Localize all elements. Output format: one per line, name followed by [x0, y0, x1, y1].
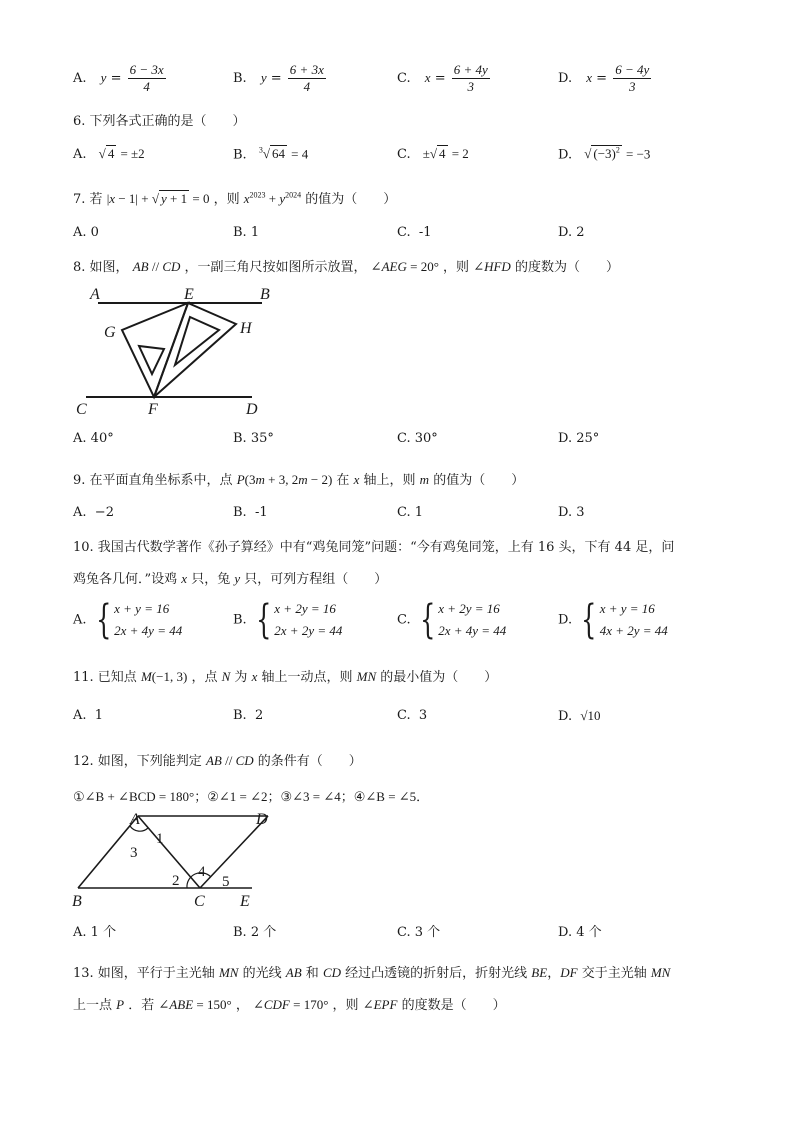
triangle-ruler-1	[122, 303, 188, 397]
angle-4: 4	[198, 864, 206, 880]
q8-option-b[interactable]: B. 35°	[233, 431, 274, 446]
q7-option-a[interactable]: A. 0	[73, 225, 99, 240]
q12-option-d[interactable]: D. 4 个	[558, 925, 602, 940]
q10-option-a[interactable]: A. { x + y = 16 2x + 4y = 44	[73, 597, 183, 643]
q7-option-c[interactable]: C. -1	[397, 225, 432, 240]
q11-option-c[interactable]: C. 3	[397, 708, 428, 723]
q9-option-a[interactable]: A. −2	[73, 505, 114, 520]
option-label: B.	[233, 71, 247, 86]
q12-figure	[72, 810, 282, 912]
q12-option-b[interactable]: B. 2 个	[233, 925, 277, 940]
q8-option-a[interactable]: A. 40°	[73, 431, 114, 446]
label-b: B	[260, 286, 270, 303]
q12-conditions: ①∠B + ∠BCD = 180°；②∠1 = ∠2；③∠3 = ∠4；④∠B = ∠5．	[73, 789, 430, 804]
q7-option-d[interactable]: D. 2	[558, 225, 585, 240]
q6-option-d[interactable]: D. √ $(-3)^2 = -3$	[558, 146, 651, 163]
q13-stem-line2: 上一点 P ．若 ∠ABE = 150° ， ∠CDF = 170° ，则 ∠EPF 的度数是（ ）	[73, 997, 506, 1013]
option-label: A.	[73, 71, 87, 86]
label-g: G	[104, 324, 116, 341]
q9-option-b[interactable]: B. -1	[233, 505, 268, 520]
q9-option-c[interactable]: C. 1	[397, 505, 424, 520]
q8-figure	[72, 283, 282, 418]
option-label: D.	[558, 71, 573, 86]
label-d: D	[256, 811, 268, 828]
q5-option-b[interactable]: B. y = $\frac{6 + 3x}{4}$	[233, 62, 324, 94]
q11-stem: 11. 已知点 M(−1, 3) ，点 N 为 x 轴上一动点，则 MN 的最小值为（ ）	[73, 669, 498, 685]
q5-option-c[interactable]: C. x = $\frac{6 + 4y}{3}$	[397, 62, 488, 94]
q6-option-a[interactable]: A. √ 4 = ±2	[73, 146, 145, 162]
q5-option-d[interactable]: D. x = $\frac{6 - 4y}{3}$	[558, 62, 650, 94]
label-e: E	[184, 286, 194, 303]
option-label: C.	[397, 71, 411, 86]
q12-option-c[interactable]: C. 3 个	[397, 925, 441, 940]
q6-option-b[interactable]: B. $^3$√ 64 = 4	[233, 146, 309, 163]
q11-option-d[interactable]: D. √10	[558, 708, 601, 724]
q7-stem: 7. 若 |x − 1| + √ y + 1 = 0 ，则 $x^{2023} + y^{2024}$ 的值为（ ）	[73, 190, 397, 207]
label-b: B	[72, 893, 82, 910]
q12-stem: 12. 如图，下列能判定 AB // CD 的条件有（ ）	[73, 753, 362, 769]
angle-2: 2	[172, 873, 180, 889]
q6-stem: 6. 下列各式正确的是（ ）	[73, 114, 246, 129]
q11-option-a[interactable]: A. 1	[73, 708, 104, 723]
angle-5: 5	[222, 874, 230, 890]
q8-option-d[interactable]: D. 25°	[558, 431, 600, 446]
label-a: A	[130, 811, 140, 828]
q6-option-c[interactable]: C. ±√ 4 = 2	[397, 146, 469, 162]
q9-stem: 9. 在平面直角坐标系中，点 P(3m + 3, 2m − 2) 在 x 轴上，则 m 的值为（ ）	[73, 472, 525, 488]
label-f: F	[148, 401, 158, 418]
label-d: D	[246, 401, 258, 418]
label-e: E	[240, 893, 250, 910]
q8-stem: 8. 如图， AB // CD ，一副三角尺按如图所示放置， ∠AEG = 20° ，则 ∠HFD 的度数为（ ）	[73, 259, 619, 275]
label-h: H	[240, 320, 252, 337]
q8-option-c[interactable]: C. 30°	[397, 431, 438, 446]
angle-3: 3	[130, 845, 138, 861]
q10-stem-line2: 鸡兔各几何．”设鸡 x 只，兔 y 只，可列方程组（ ）	[73, 571, 388, 587]
q7-option-b[interactable]: B. 1	[233, 225, 260, 240]
q13-stem-line1: 13. 如图，平行于主光轴 MN 的光线 AB 和 CD 经过凸透镜的折射后，折射光线 BE，DF 交于主光轴 MN	[73, 965, 671, 981]
q5-option-a[interactable]: A. y = $\frac{6 - 3x}{4}$	[73, 62, 164, 94]
q10-option-c[interactable]: C. { x + 2y = 16 2x + 4y = 44	[397, 597, 507, 643]
label-c: C	[194, 893, 205, 910]
q11-option-b[interactable]: B. 2	[233, 708, 264, 723]
q12-option-a[interactable]: A. 1 个	[73, 925, 117, 940]
label-c: C	[76, 401, 87, 418]
q9-option-d[interactable]: D. 3	[558, 505, 585, 520]
angle-1: 1	[156, 831, 164, 847]
q10-stem-line1: 10. 我国古代数学著作《孙子算经》中有“鸡兔同笼”问题：“今有鸡兔同笼，上有 16 头，下有 44 足，问	[73, 540, 675, 555]
q10-option-d[interactable]: D. { x + y = 16 4x + 2y = 44	[558, 597, 668, 643]
label-a: A	[90, 286, 100, 303]
q10-option-b[interactable]: B. { x + 2y = 16 2x + 2y = 44	[233, 597, 343, 643]
